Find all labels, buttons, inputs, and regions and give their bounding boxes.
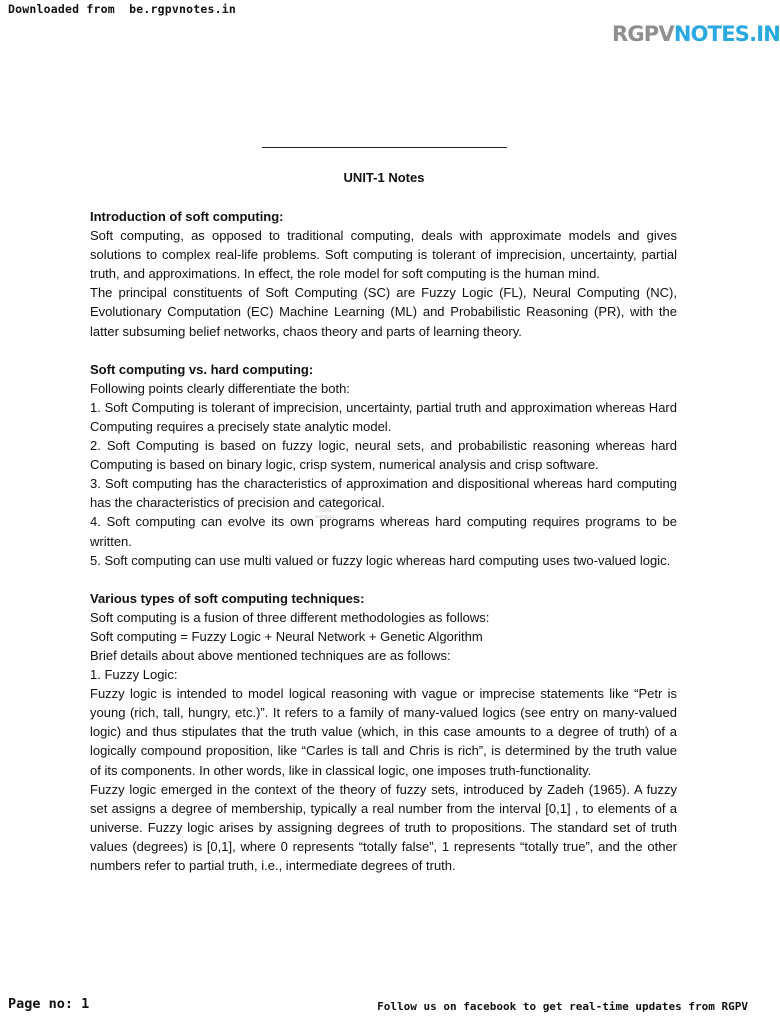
footer-follow-text: Follow us on facebook to get real-time updates from RGPV <box>377 1000 748 1013</box>
section-heading-intro: Introduction of soft computing: <box>90 209 284 224</box>
fuzzy-paragraph-2: Fuzzy logic emerged in the context of the theory of fuzzy sets, introduced by Zadeh (1965). A fuzzy set assigns a degree of membership, typically a real number from the interval [0,1] , to elements of a universe. Fuzzy logic arises by assigning degrees of truth to propositions. The standard set of truth values (degrees) is [0,1], where 0 represents “totally false”, 1 represents “totally true”, and the other numbers refer to partial truth, i.e., intermediate degrees of truth. <box>90 781 677 873</box>
versus-point-4: 4. Soft computing can evolve its own programs whereas hard computing requires programs to be written. <box>90 514 677 549</box>
versus-point-3: 3. Soft computing has the characteristics of approximation and dispositional whereas hard computing has the characteristics of precision and categorical. <box>90 476 677 511</box>
page-title: UNIT-1 Notes <box>343 170 425 185</box>
versus-point-2: 2. Soft Computing is based on fuzzy logic, neural sets, and probabilistic reasoning whereas hard Computing is based on binary logic, crisp system, numerical analysis and crisp software. <box>90 438 677 473</box>
versus-point-5: 5. Soft computing can use multi valued or fuzzy logic whereas hard computing uses two-valued logic. <box>90 552 671 568</box>
logo-wordmark <box>612 22 780 46</box>
versus-point-1: 1. Soft Computing is tolerant of imprecision, uncertainty, partial truth and approximation whereas Hard Computing requires a precisely state analytic model. <box>90 399 677 434</box>
title-divider <box>262 147 507 148</box>
types-line-4: 1. Fuzzy Logic: <box>90 667 178 683</box>
watermark-person-icon <box>312 496 336 522</box>
spacer <box>90 570 677 589</box>
faint-watermark <box>312 494 442 524</box>
types-line-1: Soft computing is a fusion of three different methodologies as follows: <box>90 609 490 625</box>
download-source-text: Downloaded from be.rgpvnotes.in <box>8 2 236 16</box>
logo-brand-right: NOTES.IN <box>673 22 780 46</box>
spacer <box>90 341 677 360</box>
logo-brand-left: RGPV <box>612 22 674 46</box>
rgpvnotes-logo[interactable] <box>612 10 780 54</box>
intro-paragraph-1: Soft computing, as opposed to traditional computing, deals with approximate models and gives solutions to complex real-life problems. Soft computing is tolerant of imprecision, uncertainty, partial truth, and approximations. In effect, the role model for soft computing is the human mind. <box>90 228 677 282</box>
document-body <box>90 207 677 875</box>
intro-paragraph-2: The principal constituents of Soft Computing (SC) are Fuzzy Logic (FL), Neural Computing (NC), Evolutionary Computation (EC) Machine Learning (ML) and Probabilistic Reasoning (PR), with the latter subsuming belief networks, chaos theory and parts of learning theory. <box>90 285 677 339</box>
types-line-3: Brief details about above mentioned techniques are as follows: <box>90 647 451 663</box>
fuzzy-paragraph-1: Fuzzy logic is intended to model logical reasoning with vague or imprecise statements like “Petr is young (rich, tall, hungry, etc.)”. It refers to a family of many-valued logics (see entry on many-valued logic) and thus stipulates that the truth value (which, in this case amounts to a degree of truth) of a logically compound proposition, like “Carles is tall and Chris is rich”, is determined by the truth value of its components. In other words, like in classical logic, one imposes truth-functionality. <box>90 686 677 778</box>
section-heading-versus: Soft computing vs. hard computing: <box>90 361 314 377</box>
types-line-2: Soft computing = Fuzzy Logic + Neural Network + Genetic Algorithm <box>90 628 483 644</box>
versus-lead: Following points clearly differentiate the both: <box>90 380 350 396</box>
section-heading-types: Various types of soft computing techniques: <box>90 590 365 606</box>
page-number: Page no: 1 <box>8 996 90 1012</box>
